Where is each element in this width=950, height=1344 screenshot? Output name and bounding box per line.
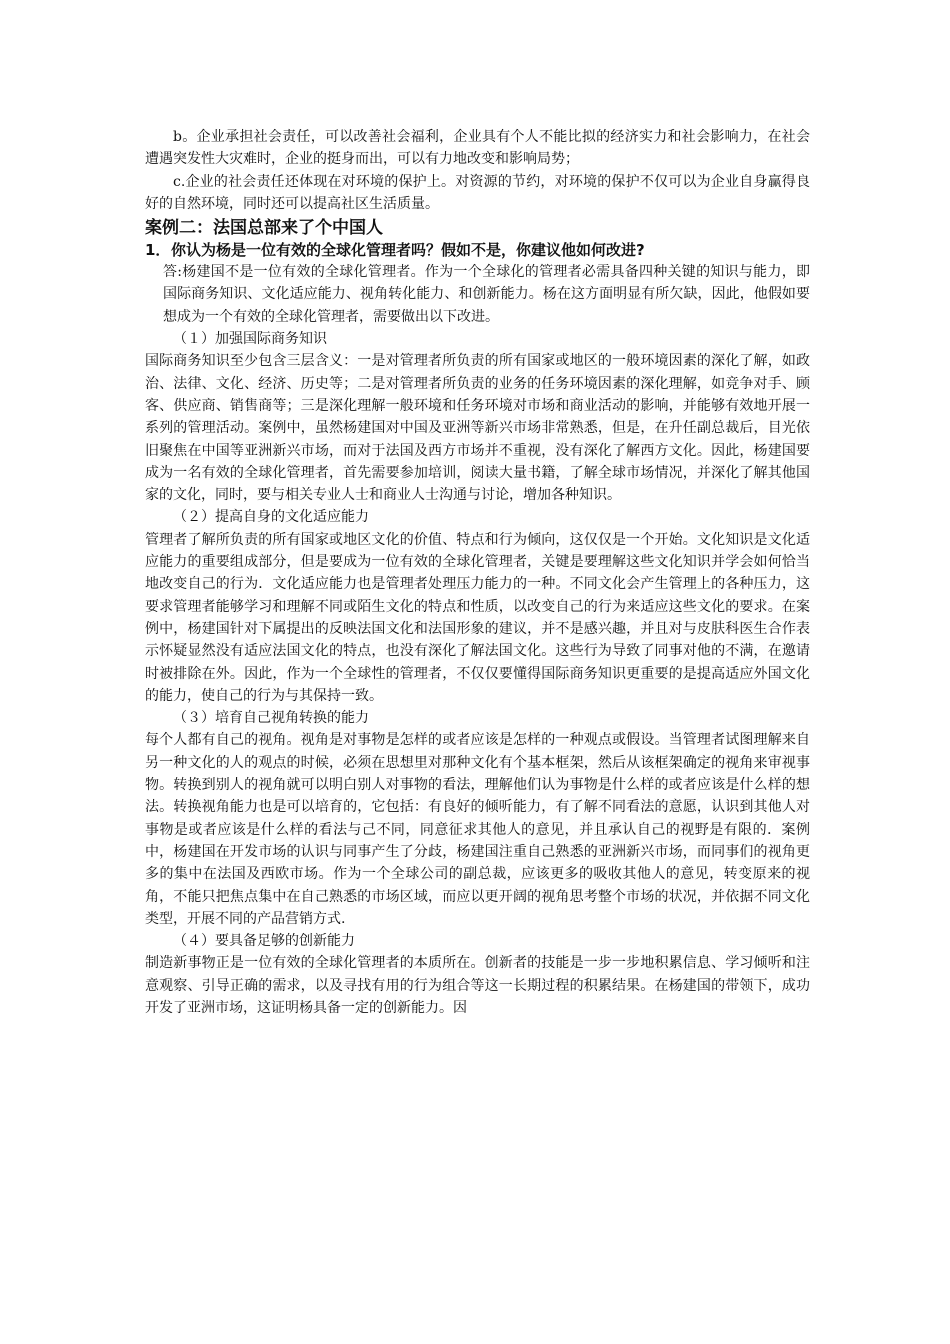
paragraph-c: c.企业的社会责任还体现在对环境的保护上。对资源的节约，对环境的保护不仅可以为企业自身赢得良好的自然环境，同时还可以提高社区生活质量。 [145, 173, 810, 212]
case-title: 案例二：法国总部来了个中国人 [145, 218, 383, 239]
answer-paragraph: 答:杨建国不是一位有效的全球化管理者。作为一个全球化的管理者必需具备四种关键的知识与能力，即国际商务知识、文化适应能力、视角转化能力、和创新能力。杨在这方面明显有所欠缺，因此，他假如要想成为一个有效的全球化管理者，需要做出以下改进。 [163, 264, 810, 325]
section-2-body: 管理者了解所负责的所有国家或地区文化的价值、特点和行为倾向，这仅仅是一个开始。文化知识是文化适应能力的重要组成部分，但是要成为一位有效的全球化管理者，关键是要理解这些文化知识并学会如何恰当地改变自己的行为．文化适应能力也是管理者处理压力能力的一种。不同文化会产生管理上的各种压力，这要求管理者能够学习和理解不同或陌生文化的特点和性质，以改变自己的行为来适应这些文化的要求。在案例中，杨建国针对下属提出的反映法国文化和法国形象的建议，并不是感兴趣，并且对与皮肤科医生合作表示怀疑显然没有适应法国文化的特点，也没有深化了解法国文化。这些行为导致了同事对他的不满，在邀请时被排除在外。因此，作为一个全球性的管理者，不仅仅要懂得国际商务知识更重要的是提高适应外国文化的能力，使自己的行为与其保持一致。 [145, 531, 810, 704]
section-1-body: 国际商务知识至少包含三层含义：一是对管理者所负责的所有国家或地区的一般环境因素的深化了解，如政治、法律、文化、经济、历史等；二是对管理者所负责的业务的任务环境因素的深化理解，如竞争对手、顾客、供应商、销售商等；三是深化理解一般环境和任务环境对市场和商业活动的影响，并能够有效地开展一系列的管理活动。案例中，虽然杨建国对中国及亚洲等新兴市场非常熟悉，但是，在升任副总裁后，目光依旧聚焦在中国等亚洲新兴市场，而对于法国及西方市场并不重视，没有深化了解西方文化。因此，杨建国要成为一名有效的全球化管理者，首先需要参加培训，阅读大量书籍，了解全球市场情况，并深化了解其他国家的文化，同时，要与相关专业人士和商业人士沟通与讨论，增加各种知识。 [145, 353, 810, 504]
paragraph-b: b。企业承担社会责任，可以改善社会福利，企业具有个人不能比拟的经济实力和社会影响力，在社会遭遇突发性大灾难时，企业的挺身而出，可以有力地改变和影响局势； [145, 129, 810, 168]
question-text: 你认为杨是一位有效的全球化管理者吗？假如不是，你建议他如何改进? [171, 241, 645, 260]
section-3-heading: （３）培育自己视角转换的能力 [173, 710, 369, 727]
question-number: 1． [145, 241, 171, 260]
document-body [145, 126, 810, 1019]
section-4-body: 制造新事物正是一位有效的全球化管理者的本质所在。创新者的技能是一步一步地积累信息、学习倾听和注意观察、引导正确的需求，以及寻找有用的行为组合等这一长期过程的积累结果。在杨建国的带领下，成功开发了亚洲市场，这证明杨具备一定的创新能力。因 [145, 955, 810, 1016]
section-2-heading: （２）提高自身的文化适应能力 [173, 509, 369, 526]
section-3-body: 每个人都有自己的视角。视角是对事物是怎样的或者应该是怎样的一种观点或假设。当管理者试图理解来自另一种文化的人的观点的时候，必须在思想里对那种文化有个基本框架，然后从该框架确定的视角来审视事物。转换到别人的视角就可以明白别人对事物的看法，理解他们认为事物是什么样的或者应该是什么样的想法。转换视角能力也是可以培育的，它包括：有良好的倾听能力，有了解不同看法的意愿，认识到其他人对事物是或者应该是什么样的看法与己不同，同意征求其他人的意见，并且承认自己的视野是有限的．案例中，杨建国在开发市场的认识与同事产生了分歧，杨建国注重自己熟悉的亚洲新兴市场，而同事们的视角更多的集中在法国及西欧市场。作为一个全球公司的副总裁，应该更多的吸收其他人的意见，转变原来的视角，不能只把焦点集中在自己熟悉的市场区域，而应以更开阔的视角思考整个市场的状况，并依据不同文化类型，开展不同的产品营销方式. [145, 732, 810, 927]
section-1-heading: （１）加强国际商务知识 [173, 331, 327, 348]
section-4-heading: （４）要具备足够的创新能力 [173, 933, 355, 950]
question-1 [145, 239, 810, 261]
